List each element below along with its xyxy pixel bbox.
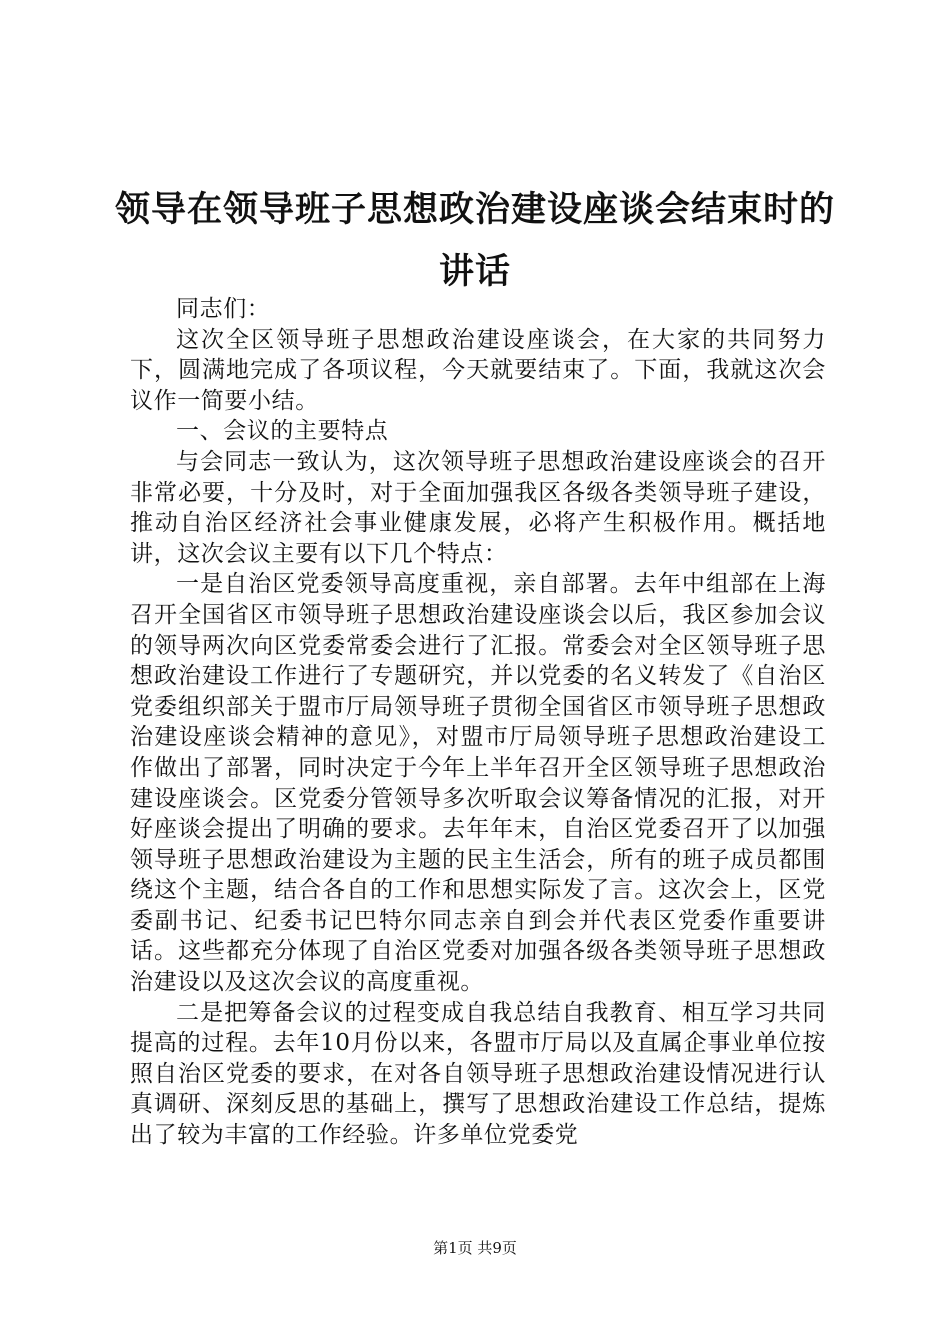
section-heading: 一、会议的主要特点	[176, 418, 389, 445]
salutation: 同志们：	[176, 296, 271, 322]
document-title-line-2: 讲话	[438, 252, 511, 292]
paragraph: 与会同志一致认为，这次领导班子思想政治建设座谈会的召开非常必要，十分及时，对于全面加强我区各级各类领导班子建设，推动自治区经济社会事业健康发展，必将产生积极作用。概括地讲，这次会议主要有以下几个特点：	[130, 448, 826, 567]
document-body	[130, 294, 826, 1151]
paragraph: 这次全区领导班子思想政治建设座谈会，在大家的共同努力下，圆满地完成了各项议程，今天就要结束了。下面，我就这次会议作一简要小结。	[130, 326, 826, 414]
page-footer: 第1页 共9页	[433, 1239, 517, 1257]
paragraph: 二是把筹备会议的过程变成自我总结自我教育、相互学习共同提高的过程。去年10月份以来，各盟市厅局以及直属企事业单位按照自治区党委的要求，在对各自领导班子思想政治建设情况进行认真调研、深刻反思的基础上，撰写了思想政治建设工作总结，提炼出了较为丰富的工作经验。许多单位党委党	[130, 999, 826, 1149]
paragraph: 一是自治区党委领导高度重视，亲自部署。去年中组部在上海召开全国省区市领导班子思想政治建设座谈会以后，我区参加会议的领导两次向区党委常委会进行了汇报。常委会对全区领导班子思想政治建设工作进行了专题研究，并以党委的名义转发了《自治区党委组织部关于盟市厅局领导班子贯彻全国省区市领导班子思想政治建设座谈会精神的意见》，对盟市厅局领导班子思想政治建设工作做出了部署，同时决定于今年上半年召开全区领导班子思想政治建设座谈会。区党委分管领导多次听取会议筹备情况的汇报，对开好座谈会提出了明确的要求。去年年末，自治区党委召开了以加强领导班子思想政治建设为主题的民主生活会，所有的班子成员都围绕这个主题，结合各自的工作和思想实际发了言。这次会上，区党委副书记、纪委书记巴特尔同志亲自到会并代表区党委作重要讲话。这些都充分体现了自治区党委对加强各级各类领导班子思想政治建设以及这次会议的高度重视。	[130, 571, 826, 996]
document-title-line-1: 领导在领导班子思想政治建设座谈会结束时的	[114, 190, 835, 230]
